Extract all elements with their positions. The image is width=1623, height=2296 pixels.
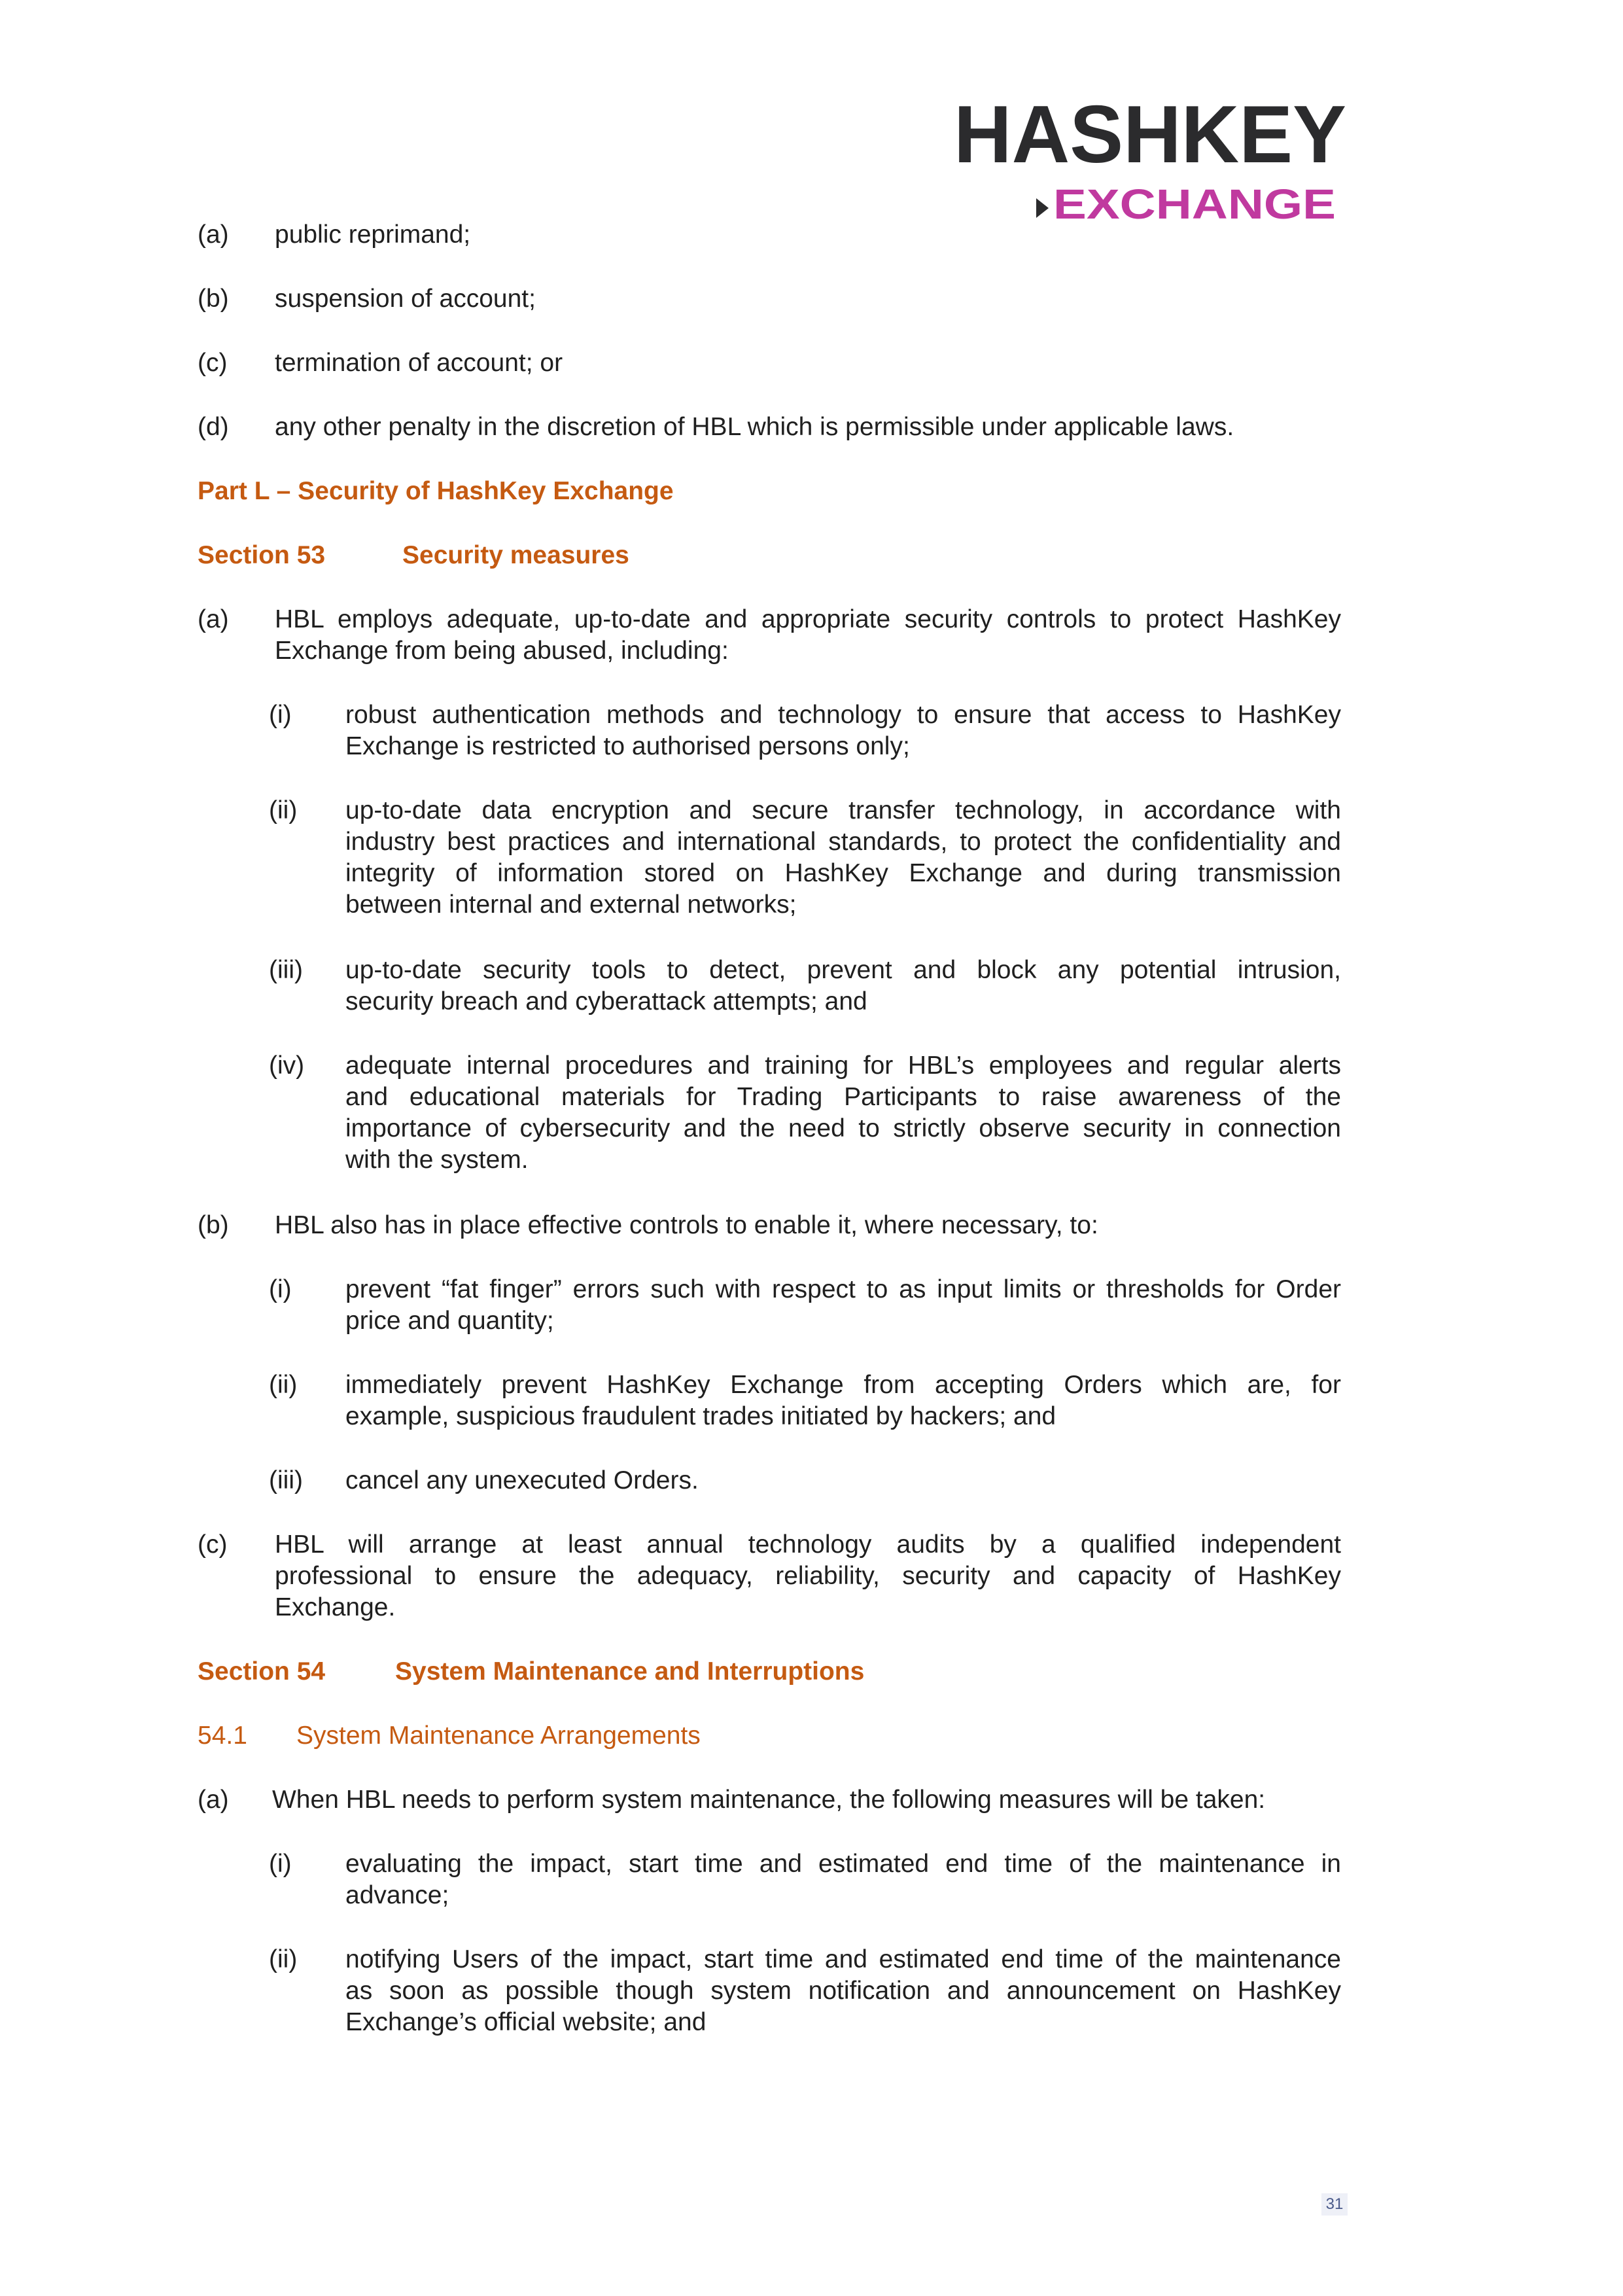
section-53-b-iii-text: cancel any unexecuted Orders. [345,1466,699,1494]
section-53-b-i-text: prevent “fat finger” errors such with respect to as input limits or thresholds for Order price and quantity; [345,1275,1341,1335]
part-heading: Part L – Security of HashKey Exchange [198,477,674,505]
section-54-a-i-label: (i) [269,1850,292,1878]
section-53-a-label: (a) [198,605,229,633]
section-54-a-ii-label: (ii) [269,1945,298,1973]
section-53-a-iv-text: adequate internal procedures and training for HBL’s employees and regular alerts and educational materials for Trading Participants to raise awareness of the importance of cybersecurity and the need to strictly observe security in connection with the system. [345,1051,1341,1174]
section-54-title: System Maintenance and Interruptions [395,1657,865,1686]
subsection-54-1-number: 54.1 [198,1722,247,1750]
section-53-c-label: (c) [198,1530,228,1559]
penalty-b-text: suspension of account; [275,285,536,313]
svg-text:EXCHANGE: EXCHANGE [1053,181,1336,228]
penalty-b-label: (b) [198,285,229,313]
section-53-number: Section 53 [198,541,326,569]
section-53-b-i-label: (i) [269,1275,292,1303]
section-53-a-iii-text: up-to-date security tools to detect, prevent and block any potential intrusion, security breach and cyberattack attempts; and [345,956,1341,1016]
play-arrow-icon [1036,198,1049,218]
section-54-number: Section 54 [198,1657,326,1686]
section-53-a-ii-text: up-to-date data encryption and secure transfer technology, in accordance with industry best practices and international standards, to protect the confidentiality and integrity of information stored on HashKey Exchange and during transmission between internal and external networks; [345,796,1341,919]
penalty-c-label: (c) [198,349,228,377]
penalty-a-text: public reprimand; [275,221,471,249]
section-53-b-ii-label: (ii) [269,1371,298,1399]
section-53-a-i-text: robust authentication methods and technology to ensure that access to HashKey Exchange is restricted to authorised persons only; [345,701,1341,760]
section-53-b-label: (b) [198,1211,229,1239]
page-number: 31 [1321,2193,1348,2216]
hashkey-exchange-logo [954,97,1346,228]
section-54-a-label: (a) [198,1786,229,1814]
subsection-54-1-title: System Maintenance Arrangements [296,1722,701,1750]
section-54-a-text: When HBL needs to perform system maintenance, the following measures will be taken: [272,1786,1266,1814]
penalty-d-label: (d) [198,413,229,441]
penalty-a-label: (a) [198,221,229,249]
section-53-b-ii-text: immediately prevent HashKey Exchange from accepting Orders which are, for example, suspicious fraudulent trades initiated by hackers; and [345,1371,1341,1430]
svg-text:HASHKEY: HASHKEY [954,97,1346,180]
section-53-b-text: HBL also has in place effective controls to enable it, where necessary, to: [275,1211,1098,1239]
penalty-d-text: any other penalty in the discretion of HBL which is permissible under applicable laws. [275,413,1234,441]
section-53-a-ii-label: (ii) [269,796,298,824]
section-54-a-i-text: evaluating the impact, start time and estimated end time of the maintenance in advance; [345,1850,1341,1909]
section-53-a-iv-label: (iv) [269,1051,305,1080]
section-53-a-i-label: (i) [269,701,292,729]
section-53-b-iii-label: (iii) [269,1466,303,1494]
section-53-a-text: HBL employs adequate, up-to-date and appropriate security controls to protect HashKey Exchange from being abused, including: [275,605,1341,665]
section-53-title: Security measures [402,541,629,569]
section-53-a-iii-label: (iii) [269,956,303,984]
penalty-c-text: termination of account; or [275,349,563,377]
section-54-a-ii-text: notifying Users of the impact, start time and estimated end time of the maintenance as soon as possible though system notification and announcement on HashKey Exchange’s official website; and [345,1945,1341,2036]
section-53-c-text: HBL will arrange at least annual technology audits by a qualified independent professional to ensure the adequacy, reliability, security and capacity of HashKey Exchange. [275,1530,1341,1621]
